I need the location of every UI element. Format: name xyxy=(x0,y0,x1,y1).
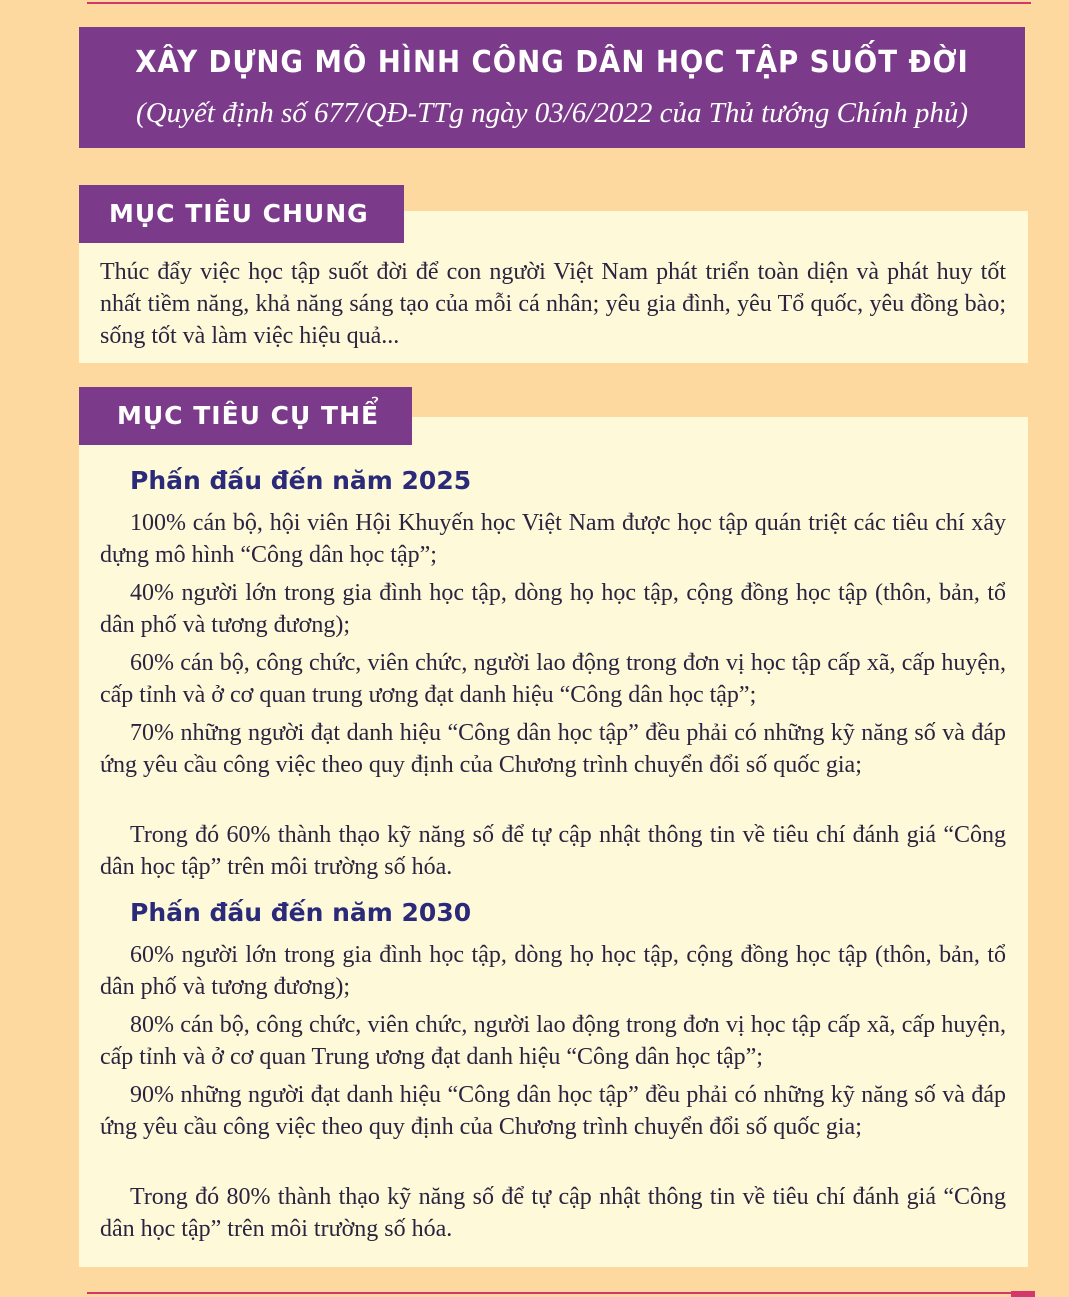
goal-2030-item-4: Trong đó 80% thành thạo kỹ năng số để tự cập nhật thông tin về tiêu chí đánh giá “Công dân học tập” trên môi trường số hóa. xyxy=(100,1184,1006,1242)
general-objective-text: Thúc đẩy việc học tập suốt đời để con người Việt Nam phát triển toàn diện và phát huy tốt nhất tiềm năng, khả năng sáng tạo của mỗi cá nhân; yêu gia đình, yêu Tổ quốc, yêu đồng bào; sống tốt và làm việc hiệu quả... xyxy=(100,259,1006,349)
page-title: XÂY DỰNG MÔ HÌNH CÔNG DÂN HỌC TẬP SUỐT ĐỜI xyxy=(135,45,969,80)
goal-2025-item-3: 60% cán bộ, công chức, viên chức, người lao động trong đơn vị học tập cấp xã, cấp huyện, cấp tỉnh và ở cơ quan trung ương đạt danh hiệu “Công dân học tập”; xyxy=(100,650,1006,708)
goal-2025-item-1: 100% cán bộ, hội viên Hội Khuyến học Việt Nam được học tập quán triệt các tiêu chí xây dựng mô hình “Công dân học tập”; xyxy=(100,510,1006,568)
goal-2025-item-5: Trong đó 60% thành thạo kỹ năng số để tự cập nhật thông tin về tiêu chí đánh giá “Công dân học tập” trên môi trường số hóa. xyxy=(100,822,1006,880)
goal-2030-item-3: 90% những người đạt danh hiệu “Công dân học tập” đều phải có những kỹ năng số và đáp ứng yêu cầu công việc theo quy định của Chương trình chuyển đổi số quốc gia; xyxy=(100,1082,1006,1140)
goal-2025-item-4: 70% những người đạt danh hiệu “Công dân học tập” đều phải có những kỹ năng số và đáp ứng yêu cầu công việc theo quy định của Chương trình chuyển đổi số quốc gia; xyxy=(100,720,1006,778)
goal-2025-item-2: 40% người lớn trong gia đình học tập, dòng họ học tập, cộng đồng học tập (thôn, bản, tổ dân phố và tương đương); xyxy=(100,580,1006,638)
specific-objectives-tag: MỤC TIÊU CỤ THỂ xyxy=(79,387,412,445)
heading-2025: Phấn đấu đến năm 2025 xyxy=(130,466,472,495)
page-subtitle: (Quyết định số 677/QĐ-TTg ngày 03/6/2022 của Thủ tướng Chính phủ) xyxy=(136,97,968,129)
goal-2030-item-2: 80% cán bộ, công chức, viên chức, người lao động trong đơn vị học tập cấp xã, cấp huyện, cấp tỉnh và ở cơ quan Trung ương đạt danh hiệu “Công dân học tập”; xyxy=(100,1012,1006,1070)
general-objective-tag: MỤC TIÊU CHUNG xyxy=(79,185,404,243)
goal-2030-item-1: 60% người lớn trong gia đình học tập, dòng họ học tập, cộng đồng học tập (thôn, bản, tổ dân phố và tương đương); xyxy=(100,942,1006,1000)
title-banner xyxy=(79,27,1025,148)
heading-2030: Phấn đấu đến năm 2030 xyxy=(130,898,472,927)
top-divider xyxy=(87,2,1031,4)
corner-accent xyxy=(1011,1291,1035,1297)
bottom-divider xyxy=(87,1292,1031,1294)
